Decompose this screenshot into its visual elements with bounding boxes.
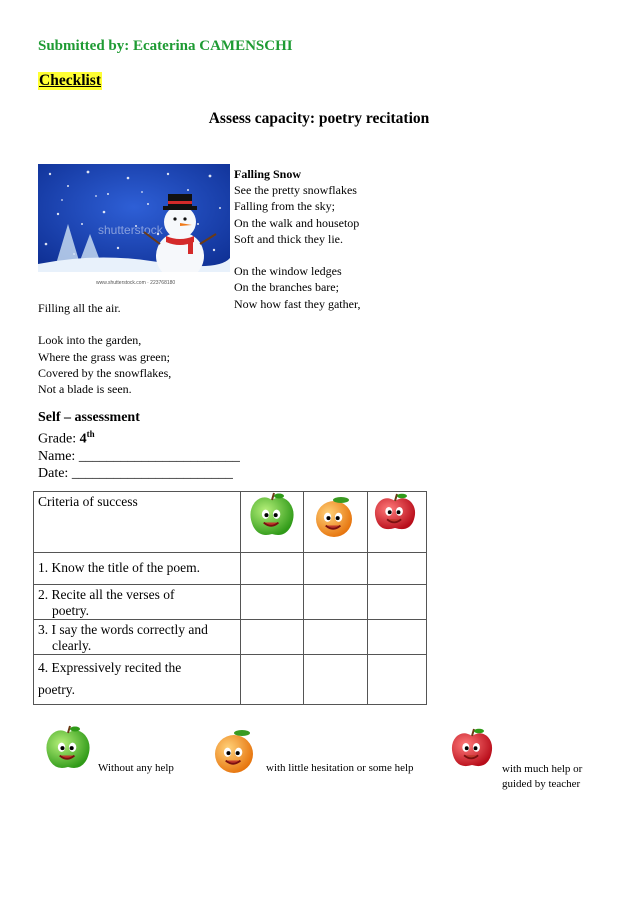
green-apple-header [241, 492, 304, 553]
checkbox-cell-green[interactable] [241, 620, 304, 655]
orange-icon [304, 492, 367, 540]
checkbox-cell-red[interactable] [368, 655, 427, 705]
criterion-cell: 3. I say the words correctly and clearly. [34, 620, 241, 655]
table-row [34, 585, 427, 620]
poem-line: See the pretty snowflakes [234, 183, 357, 198]
poem-blank [234, 247, 361, 263]
legend-red-label [502, 762, 582, 792]
poem-line: On the window ledges [234, 264, 342, 279]
legend-red-line1: with much help or [502, 763, 583, 775]
checkbox-cell-red[interactable] [368, 585, 427, 620]
table-row [34, 655, 427, 705]
criteria-table [33, 491, 427, 705]
red-apple-icon [368, 492, 426, 534]
poem-line: Where the grass was green; [38, 349, 170, 364]
poem-line: Covered by the snowflakes, [38, 365, 172, 380]
grade-value: 4 [79, 431, 87, 447]
checklist-label: Checklist [39, 72, 101, 89]
poem-line: On the walk and housetop [234, 215, 360, 230]
legend-green-label: Without any help [98, 762, 174, 774]
poem-blank [38, 316, 171, 332]
table-row [34, 553, 427, 585]
submitted-by: Submitted by: Ecaterina CAMENSCHI [38, 38, 293, 54]
grade-line [38, 426, 240, 448]
checkbox-cell-red[interactable] [368, 620, 427, 655]
orange-header [304, 492, 368, 553]
poem-line: Filling all the air. [38, 301, 121, 315]
criterion-cell: 1. Know the title of the poem. [34, 553, 241, 585]
red-apple-header [368, 492, 427, 553]
poem-below [38, 300, 171, 397]
legend-green-apple-icon [38, 724, 98, 774]
checkbox-cell-orange[interactable] [304, 553, 368, 585]
checkbox-cell-green[interactable] [241, 655, 304, 705]
poem-title: Falling Snow [234, 167, 302, 181]
name-field[interactable]: Name: _______________________ [38, 448, 240, 464]
checkbox-cell-green[interactable] [241, 585, 304, 620]
checkbox-cell-orange[interactable] [304, 585, 368, 620]
poem-line: Look into the garden, [38, 333, 142, 348]
legend-red-line2: guided by teacher [502, 778, 581, 790]
image-caption: www.shutterstock.com · 223768180 [96, 280, 176, 286]
poem-line: Now how fast they gather, [234, 296, 361, 311]
poem-right [234, 166, 361, 312]
checkbox-cell-red[interactable] [368, 553, 427, 585]
checkbox-cell-green[interactable] [241, 553, 304, 585]
snowman-image [38, 164, 230, 292]
legend-orange-icon [204, 724, 266, 776]
date-field[interactable]: Date: _______________________ [38, 465, 233, 481]
poem-line: Falling from the sky; [234, 199, 335, 214]
poem-line: Soft and thick they lie. [234, 231, 343, 246]
self-assessment-heading: Self – assessment [38, 410, 140, 425]
criterion-cell: 4. Expressively recited the poetry. [34, 655, 241, 705]
poem-line: On the branches bare; [234, 280, 339, 295]
legend-red-apple-icon [444, 726, 502, 774]
table-row [34, 620, 427, 655]
criteria-header: Criteria of success [34, 492, 241, 553]
table-header-row [34, 492, 427, 553]
green-apple-icon [241, 492, 303, 540]
criterion-cell: 2. Recite all the verses of poetry. [34, 585, 241, 620]
page-title: Assess capacity: poetry recitation [208, 110, 430, 127]
legend-orange-label: with little hesitation or some help [266, 762, 414, 774]
grade-suffix: th [86, 429, 95, 439]
checkbox-cell-orange[interactable] [304, 655, 368, 705]
poem-line: Not a blade is seen. [38, 382, 132, 397]
self-assessment-block [38, 409, 240, 482]
checkbox-cell-orange[interactable] [304, 620, 368, 655]
grade-label: Grade: [38, 431, 80, 447]
watermark: shutterstock [98, 223, 163, 237]
